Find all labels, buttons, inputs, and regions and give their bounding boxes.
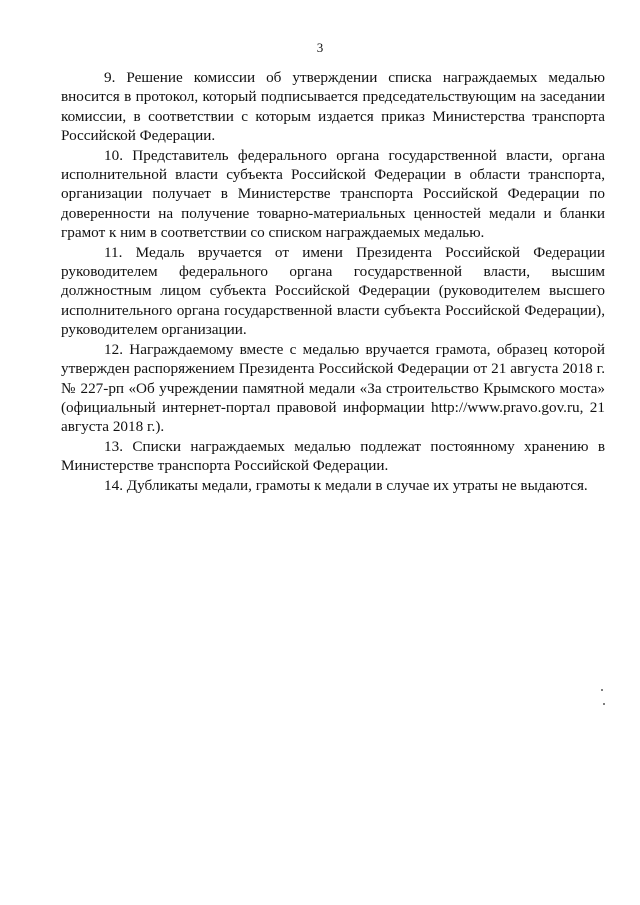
scan-speck xyxy=(601,689,603,691)
paragraph-10: 10. Представитель федерального органа государственной власти, органа исполнительной власти субъекта Российской Федерации в области транспорта, организации получает в Министерстве транспорта Российской Федерации по доверенности на получение товарно-материальных ценностей медали и бланки грамот к ним в соответствии со списком награждаемых медалью. xyxy=(61,146,605,242)
paragraph-12: 12. Награждаемому вместе с медалью вручается грамота, образец которой утвержден распоряжением Президента Российской Федерации от 21 августа 2018 г. № 227-рп «Об учреждении памятной медали «За строительство Крымского моста» (официальный интернет-портал правовой информации http://www.pravo.gov.ru, 21 августа 2018 г.). xyxy=(61,340,605,436)
paragraph-11: 11. Медаль вручается от имени Президента Российской Федерации руководителем федерального органа государственной власти, высшим должностным лицом субъекта Российской Федерации (руководителем высшего исполнительного органа государственной власти субъекта Российской Федерации), руководителем организации. xyxy=(61,243,605,339)
scan-speck xyxy=(603,703,605,705)
paragraph-9: 9. Решение комиссии об утверждении списка награждаемых медалью вносится в протокол, который подписывается председательствующим на заседании комиссии, в соответствии с которым издается приказ Министерства транспорта Российской Федерации. xyxy=(61,69,605,145)
paragraph-13: 13. Списки награждаемых медалью подлежат постоянному хранению в Министерстве транспорта Российской Федерации. xyxy=(61,437,605,475)
document-body xyxy=(61,68,605,495)
page-number: 3 xyxy=(316,40,324,55)
paragraph-14: 14. Дубликаты медали, грамоты к медали в случае их утраты не выдаются. xyxy=(104,476,588,494)
